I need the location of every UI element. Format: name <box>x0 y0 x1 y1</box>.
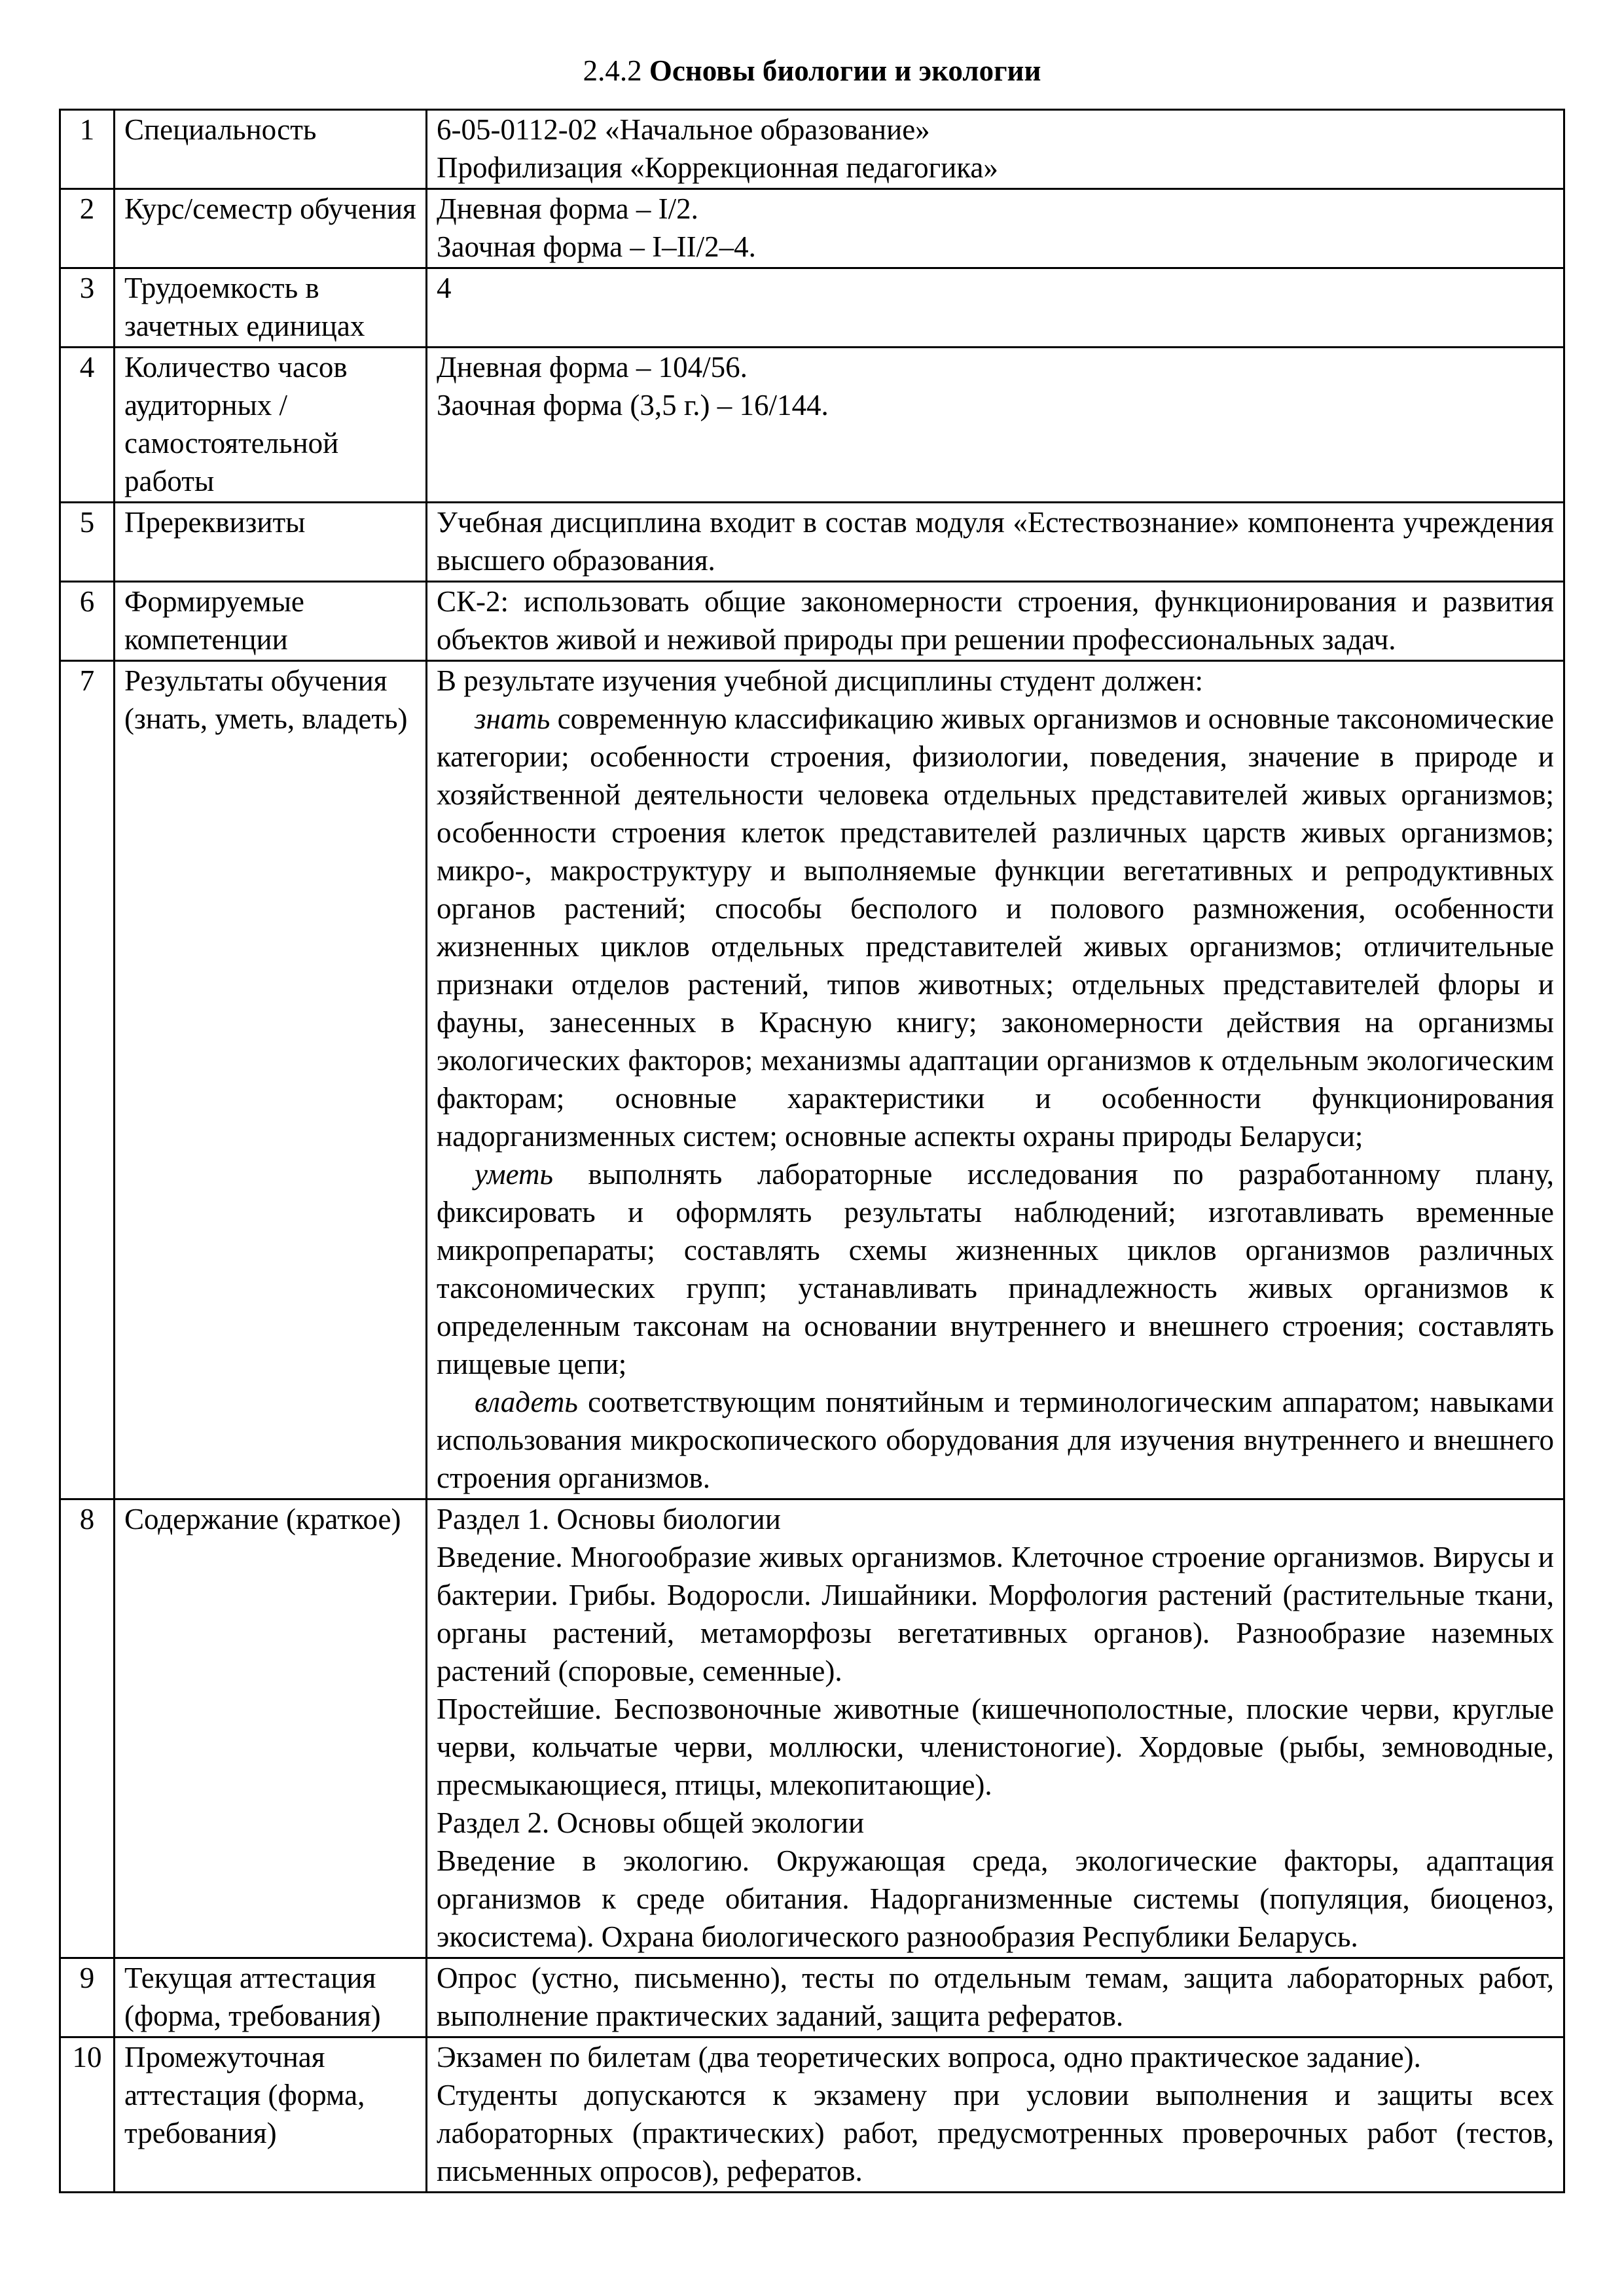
value-line: Заочная форма – I–II/2–4. <box>437 230 756 263</box>
can-paragraph <box>437 1155 1554 1383</box>
row-value: СК-2: использовать общие закономерности строения, функционирования и развития объектов живой и неживой природы при решении профессиональных задач. <box>427 582 1564 661</box>
row-number: 5 <box>60 503 115 582</box>
content-paragraph: Простейшие. Беспозвоночные животные (кишечнополостные, плоские черви, круглые черви, кольчатые черви, моллюски, членистоногие). Хордовые (рыбы, земноводные, пресмыкающиеся, птицы, млекопитающие). <box>437 1693 1554 1801</box>
can-keyword: уметь <box>475 1158 553 1191</box>
row-number: 9 <box>60 1958 115 2037</box>
row-number: 2 <box>60 189 115 268</box>
row-number: 1 <box>60 110 115 189</box>
table-row <box>60 348 1564 503</box>
value-line: Профилизация «Коррекционная педагогика» <box>437 151 998 184</box>
row-label: Курс/семестр обучения <box>115 189 427 268</box>
content-paragraph: Введение в экологию. Окружающая среда, экологические факторы, адаптация организмов к среде обитания. Надорганизменные системы (популяция, биоценоз, экосистема). Охрана биологического разнообразия Республики Беларусь. <box>437 1844 1554 1953</box>
exam-conditions-paragraph: Студенты допускаются к экзамену при условии выполнения и защиты всех лабораторных (практических) работ, предусмотренных проверочных работ (тестов, письменных опросов), рефератов. <box>437 2079 1554 2187</box>
row-label: Трудоемкость в зачетных единицах <box>115 268 427 348</box>
row-label: Пререквизиты <box>115 503 427 582</box>
section-heading: Раздел 1. Основы биологии <box>437 1503 781 1535</box>
table-row <box>60 189 1564 268</box>
know-keyword: знать <box>475 702 550 735</box>
row-value <box>427 348 1564 503</box>
row-value <box>427 2037 1564 2193</box>
table-row <box>60 661 1564 1499</box>
row-label: Содержание (краткое) <box>115 1499 427 1958</box>
section-number: 2.4.2 <box>583 54 642 87</box>
section-title: Основы биологии и экологии <box>649 54 1041 87</box>
table-row <box>60 268 1564 348</box>
row-label: Текущая аттестация (форма, требования) <box>115 1958 427 2037</box>
value-line: 6-05-0112-02 «Начальное образование» <box>437 113 930 146</box>
table-row <box>60 2037 1564 2193</box>
row-value: Опрос (устно, письменно), тесты по отдельным темам, защита лабораторных работ, выполнение практических заданий, защита рефератов. <box>427 1958 1564 2037</box>
row-value <box>427 661 1564 1499</box>
section-heading: Раздел 2. Основы общей экологии <box>437 1806 865 1839</box>
row-value <box>427 268 1564 348</box>
table-row <box>60 503 1564 582</box>
row-label: Количество часов аудиторных / самостоятельной работы <box>115 348 427 503</box>
row-number: 4 <box>60 348 115 503</box>
page-title <box>0 51 1624 90</box>
value-line: Дневная форма – 104/56. <box>437 351 748 384</box>
row-label: Результаты обучения (знать, уметь, владеть) <box>115 661 427 1499</box>
row-label: Формируемые компетенции <box>115 582 427 661</box>
table-row <box>60 110 1564 189</box>
value-line: 4 <box>437 272 452 304</box>
row-value <box>427 189 1564 268</box>
know-text: современную классификацию живых организмов и основные таксономические категории; особенности строения, физиологии, поведения, значение в природе и хозяйственной деятельности человека отдельных представителей живых организмов; особенности строения клеток представителей различных царств живых организмов; микро-, макроструктуру и выполняемые функции вегетативных и репродуктивных органов растений; способы бесполого и полового размножения, особенности жизненных циклов отдельных представителей живых организмов; отличительные признаки отделов растений, типов животных; отдельных представителей флоры и фауны, занесенных в Красную книгу; закономерности действия на организмы экологических факторов; механизмы адаптации организмов к отдельным экологическим факторам; основные характеристики и особенности функционирования надорганизменных систем; основные аспекты охраны природы Беларуси; <box>437 702 1554 1153</box>
know-paragraph <box>437 700 1554 1155</box>
value-line: Дневная форма – I/2. <box>437 192 698 225</box>
table-row <box>60 582 1564 661</box>
row-number: 7 <box>60 661 115 1499</box>
table-row <box>60 1499 1564 1958</box>
row-number: 6 <box>60 582 115 661</box>
can-text: выполнять лабораторные исследования по разработанному плану, фиксировать и оформлять результаты наблюдений; изготавливать временные микропрепараты; составлять схемы жизненных циклов организмов различных таксономических групп; устанавливать принадлежность живых организмов к определенным таксонам на основании внутреннего и внешнего строения; составлять пищевые цепи; <box>437 1158 1554 1380</box>
syllabus-table <box>59 109 1565 2193</box>
content-paragraph: Введение. Многообразие живых организмов. Клеточное строение организмов. Вирусы и бактерии. Грибы. Водоросли. Лишайники. Морфология растений (растительные ткани, органы растений, метаморфозы вегетативных органов). Разнообразие наземных растений (споровые, семенные). <box>437 1541 1554 1687</box>
row-number: 10 <box>60 2037 115 2193</box>
results-intro: В результате изучения учебной дисциплины студент должен: <box>437 664 1204 697</box>
row-label: Промежуточная аттестация (форма, требования) <box>115 2037 427 2193</box>
row-number: 8 <box>60 1499 115 1958</box>
table-row <box>60 1958 1564 2037</box>
exam-paragraph: Экзамен по билетам (два теоретических вопроса, одно практическое задание). <box>437 2041 1421 2073</box>
own-paragraph <box>437 1383 1554 1497</box>
value-line: Заочная форма (3,5 г.) – 16/144. <box>437 389 829 422</box>
own-keyword: владеть <box>475 1386 578 1418</box>
row-label: Специальность <box>115 110 427 189</box>
row-value <box>427 110 1564 189</box>
row-value: Учебная дисциплина входит в состав модуля «Естествознание» компонента учреждения высшего образования. <box>427 503 1564 582</box>
row-number: 3 <box>60 268 115 348</box>
own-text: соответствующим понятийным и терминологическим аппаратом; навыками использования микроскопического оборудования для изучения внутреннего и внешнего строения организмов. <box>437 1386 1554 1494</box>
row-value <box>427 1499 1564 1958</box>
